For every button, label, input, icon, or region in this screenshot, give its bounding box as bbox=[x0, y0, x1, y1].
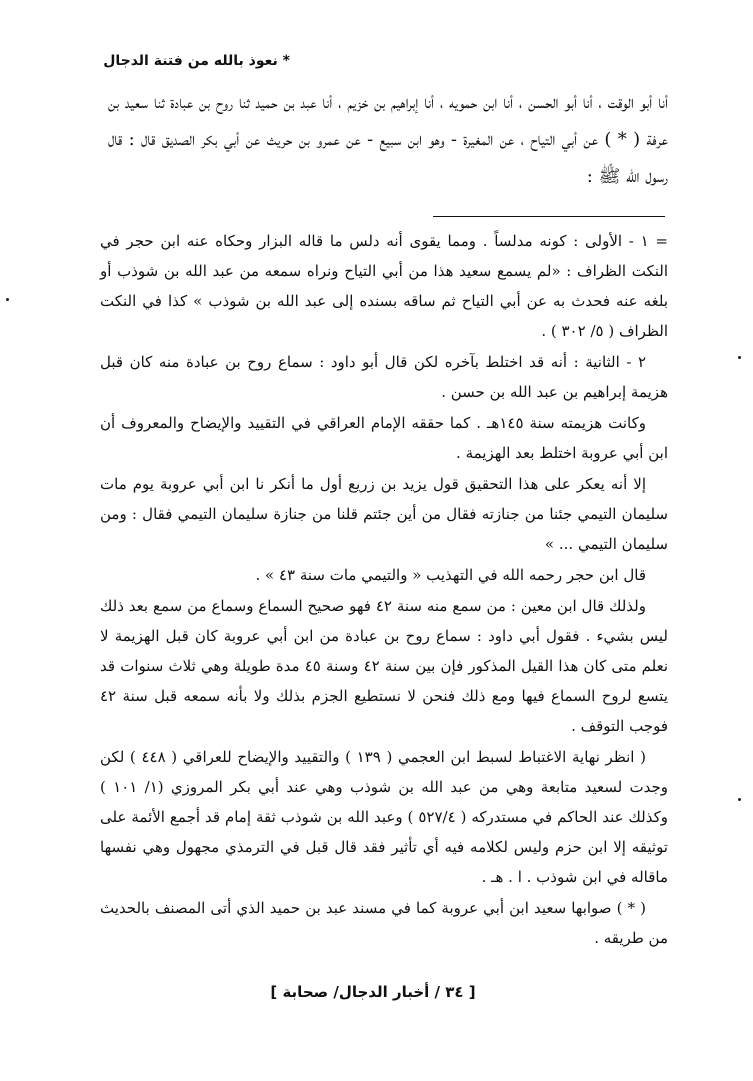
scan-speck bbox=[738, 798, 741, 801]
footnotes bbox=[100, 226, 668, 954]
footnote-paragraph: ( * ) صوابها سعيد ابن أبي عروبة كما في مسند عبد بن حميد الذي أتى المصنف بالحديث من طريقه . bbox=[100, 899, 668, 947]
footnote-paragraph: ( انظر نهاية الاغتباط لسبط ابن العجمي ( ١٣٩ ) والتقييد والإيضاح للعراقي ( ٤٤٨ ) لكن وجدت لسعيد متابعة وهي من عبد الله بن شوذب وهي عند أبي بكر المروزي (١/ ١٠١ ) وكذلك عند الحاكم في مستدركه ( ٥٢٧/٤ ) وعبد الله بن شوذب ثقة إمام قد أجمع الأئمة على توثيقه إلا ابن حزم وليس لكلامه فيه أي تأثير فقد قال قبل في الترمذي مجهول وهي نفسها ماقاله في ابن شوذب . ا . هـ . bbox=[100, 748, 669, 886]
footnote-paragraph: وكانت هزيمته سنة ١٤٥هـ . كما حققه الإمام العراقي في التقييد والإيضاح والمعروف أن ابن أبي عروبة اختلط بعد الهزيمة . bbox=[100, 414, 668, 462]
main-paragraph: أنا أبو الوقت ، أنا أبو الحسن ، أنا ابن حمويه ، أنا إبراهيم بن خزيم ، أنا عبد بن حميد ثنا روح بن عبادة ثنا سعيد بن عرفة ( * ) عن أبي التياح ، عن المغيرة - وهو ابن سبيع - عن عمرو بن حريث عن أبي بكر الصديق قال : قال رسول الله ﷺ : bbox=[108, 92, 668, 187]
footnote-paragraph: ولذلك قال ابن معين : من سمع منه سنة ٤٢ فهو صحيح السماع وسماع من سمع بعد ذلك ليس بشيء . فقول أبي داود : سماع روح بن عبادة من ابن أبي عروبة كان قبل الهزيمة لا نعلم متى كان هذا القيل المذكور فإن بين سنة ٤٢ وسنة ٤٥ مدة طويلة وهي ثلاث سنوات قد يتسع لروح السماع فيها ومع ذلك فنحن لا نستطيع الجزم بذلك ولا بأنه سمعه قبل سنة ٤٢ فوجب التوقف . bbox=[100, 597, 669, 735]
page-footer: [ ٣٤ / أخبار الدجال/ صحابة ] bbox=[270, 983, 476, 1001]
footnote-paragraph: ٢ - الثانية : أنه قد اختلط بآخره لكن قال أبو داود : سماع روح بن عبادة منه كان قبل هزيمة إبراهيم بن عبد الله بن حسن . bbox=[100, 353, 668, 401]
scan-speck bbox=[6, 298, 9, 301]
scan-speck bbox=[738, 356, 741, 359]
running-header: * نعوذ بالله من فتنة الدجال bbox=[103, 53, 290, 69]
footnote-paragraph: قال ابن حجر رحمه الله في التهذيب « والتيمي مات سنة ٤٣ » . bbox=[255, 566, 646, 584]
footnote-paragraph: إلا أنه يعكر على هذا التحقيق قول يزيد بن زريع أول ما أنكر نا ابن أبي عروبة يوم مات سليمان التيمي جئنا من جنازته فقال من أين جئتم قلنا من جنازة سليمان التيمي فقال : ومن سليمان التيمي ... » bbox=[100, 475, 668, 553]
footnote-paragraph: = ١ - الأولى : كونه مدلساً . ومما يقوى أنه دلس ما قاله البزار وحكاه عنه ابن حجر في النكت الظراف : «لم يسمع سعيد هذا من أبي التياح ونراه سمعه من عبد الله بن شوذب أو بلغه عنه فحدث به عن أبي التياح ثم ساقه بسنده إلى عبد الله بن شوذب » كذا في النكت الظراف ( ٥/ ٣٠٢ ) . bbox=[100, 232, 668, 340]
main-text bbox=[108, 84, 668, 195]
footnote-divider bbox=[433, 216, 665, 217]
